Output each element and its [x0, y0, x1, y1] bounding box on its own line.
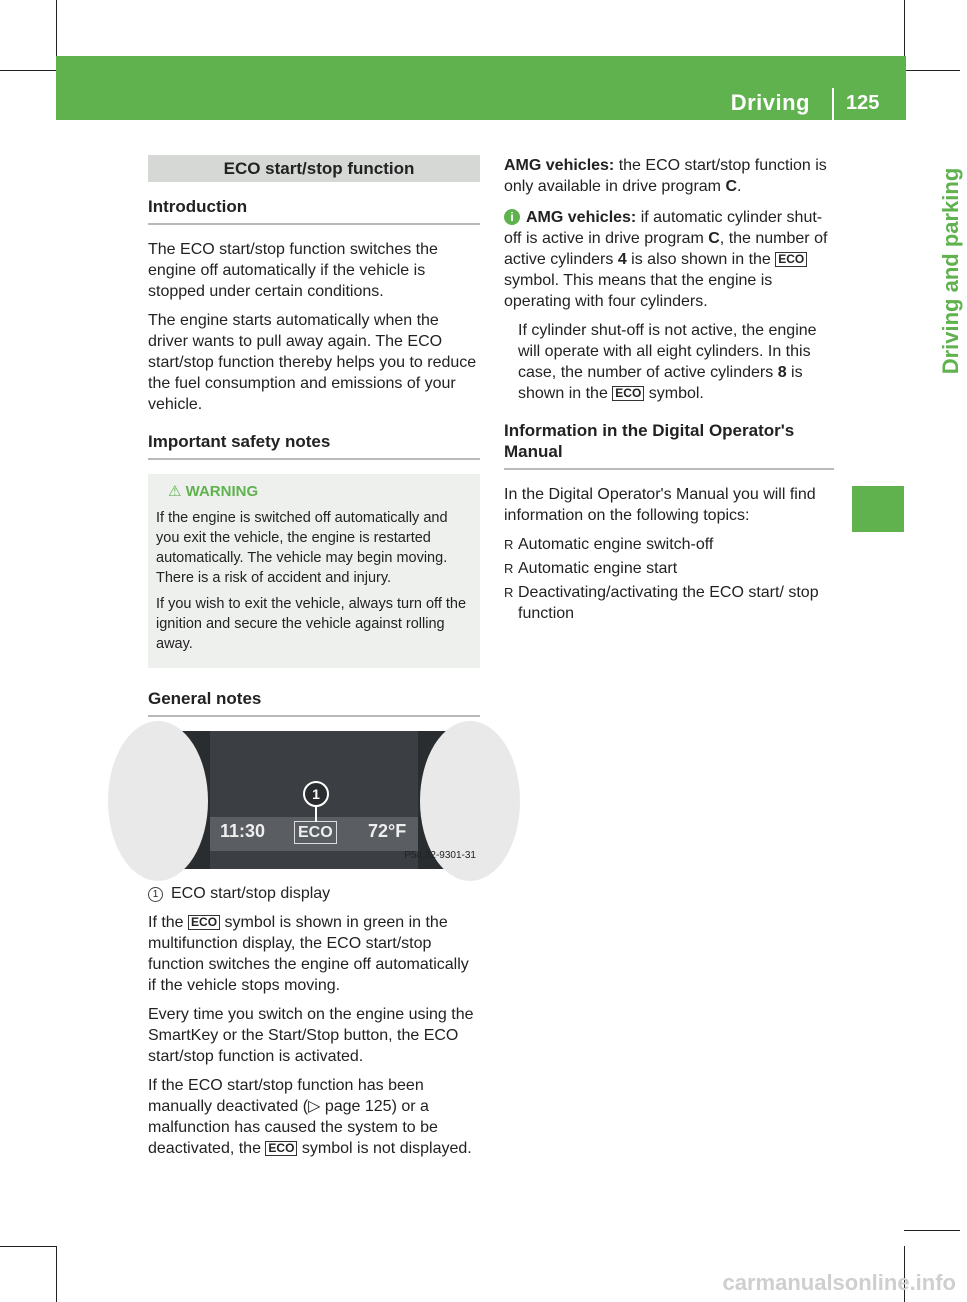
text-span: if automatic cylinder shut-off is active in drive program — [504, 209, 823, 247]
text-span: symbol. This means that the engine is operating with four cylinders. — [504, 272, 773, 310]
warning-paragraph-1: If the engine is switched off automatically and you exit the vehicle, the engine is restarted automatically. The vehicle may begin moving. There is a risk of accident and injury. — [156, 510, 448, 586]
warning-paragraph-2: If you wish to exit the vehicle, always turn off the ignition and secure the vehicle against rolling away. — [156, 596, 467, 652]
text-span: symbol is not displayed. — [297, 1140, 472, 1157]
warning-triangle-icon: ⚠ — [168, 483, 186, 500]
amg-paragraph — [504, 155, 834, 197]
info-paragraph-2 — [504, 320, 834, 404]
eco-display-figure — [148, 731, 480, 869]
drive-program: C — [725, 178, 738, 195]
intro-paragraph-1: The ECO start/stop function switches the engine off automatically if the vehicle is stopped under certain conditions. — [148, 241, 438, 300]
eco-symbol-icon: ECO — [775, 252, 807, 267]
general-heading: General notes — [148, 688, 480, 717]
caption-callout: 1 — [148, 887, 163, 902]
eco-symbol-icon: ECO — [612, 386, 644, 401]
amg-label: AMG vehicles: — [504, 157, 615, 174]
topics-list — [504, 534, 834, 624]
text-span: . — [737, 178, 742, 195]
drive-program: C — [708, 230, 720, 247]
callout-line — [315, 806, 317, 822]
info-note — [504, 207, 834, 404]
crop-mark — [904, 1230, 960, 1231]
figure-code: P54.32-9301-31 — [404, 850, 476, 861]
text-span: ) or a malfunction has caused the system to be deactivated, the — [148, 1098, 438, 1157]
text-span: symbol. — [644, 385, 704, 402]
display-temperature: 72°F — [368, 821, 407, 841]
warning-header — [156, 482, 472, 502]
crop-mark — [0, 1246, 56, 1247]
text-span: is shown in the — [518, 364, 803, 402]
page-reference-link[interactable]: ▷ page 125 — [308, 1098, 392, 1115]
figure-callout: 1 — [303, 781, 329, 807]
list-item: R Deactivating/activating the ECO start/ stop function — [504, 582, 834, 624]
safety-heading: Important safety notes — [148, 431, 480, 460]
left-gauge — [108, 721, 208, 881]
right-column — [504, 155, 834, 627]
manual-heading: Information in the Digital Operator's Manual — [504, 420, 834, 470]
intro-heading: Introduction — [148, 196, 480, 225]
text-span: If the — [148, 914, 189, 931]
eco-paragraph-3 — [148, 1075, 480, 1159]
header-title: Driving — [730, 90, 810, 115]
crop-mark — [904, 70, 960, 71]
eco-paragraph-1 — [148, 912, 480, 996]
side-chapter-label: Driving and parking — [938, 167, 963, 375]
list-item: R Automatic engine switch-off — [504, 534, 834, 555]
info-paragraph-1 — [504, 207, 834, 312]
list-item: R Automatic engine start — [504, 558, 834, 579]
intro-paragraph-2: The engine starts automatically when the driver wants to pull away again. The ECO start/stop function thereby helps you to reduce the fuel consumption and emissions of your vehicle. — [148, 312, 477, 413]
text-span: If cylinder shut-off is not active, the engine will operate with all eight cylinders. In this case, the number of active cylinders — [518, 322, 817, 381]
eco-paragraph-2: Every time you switch on the engine using the SmartKey or the Start/Stop button, the ECO start/stop function is activated. — [148, 1006, 474, 1065]
eco-symbol-icon: ECO — [188, 915, 220, 930]
crop-mark — [56, 1246, 57, 1302]
eco-symbol-icon: ECO — [265, 1141, 297, 1156]
text-span: the ECO start/stop function is only available in drive program — [504, 157, 827, 195]
text-span: is also shown in the — [626, 251, 776, 268]
display-time: 11:30 — [220, 821, 266, 841]
left-column — [148, 155, 480, 1167]
crop-mark — [904, 0, 905, 56]
section-title: ECO start/stop function — [148, 155, 480, 182]
info-label: AMG vehicles: — [526, 209, 637, 226]
header-divider — [832, 88, 834, 120]
crop-mark — [0, 70, 56, 71]
display-eco-symbol: ECO — [294, 821, 337, 844]
manual-intro: In the Digital Operator's Manual you will find information on the following topics: — [504, 486, 816, 524]
warning-box — [148, 474, 480, 668]
cylinder-count: 4 — [617, 251, 627, 268]
text-span: If the ECO start/stop function has been manually deactivated ( — [148, 1077, 424, 1115]
watermark: carmanualsonline.info — [722, 1270, 956, 1295]
warning-title: WARNING — [185, 483, 259, 500]
page-number: 125 — [846, 92, 880, 114]
side-tab — [852, 486, 904, 532]
cylinder-count: 8 — [777, 364, 787, 381]
crop-mark — [56, 0, 57, 56]
caption-text: ECO start/stop display — [171, 885, 331, 902]
text-span: symbol is shown in green in the multifunction display, the ECO start/stop function switches the engine off automatically if the vehicle stops moving. — [148, 914, 469, 994]
info-icon: i — [504, 209, 520, 225]
figure-caption — [148, 883, 480, 904]
text-span: , the number of active cylinders — [504, 230, 828, 268]
